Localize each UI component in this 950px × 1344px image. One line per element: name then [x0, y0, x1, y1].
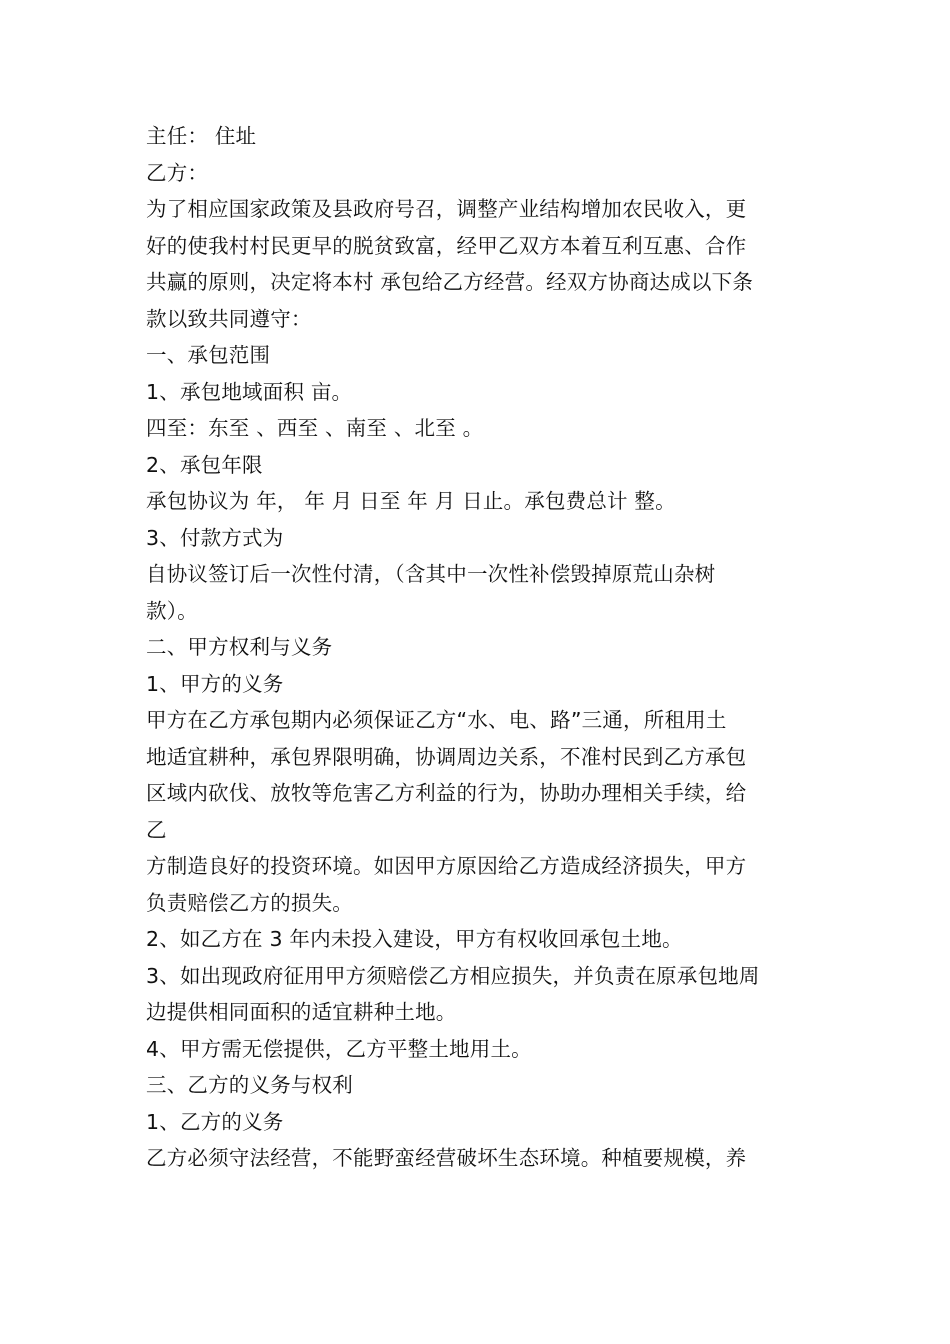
text-line: 2、如乙方在 3 年内未投入建设，甲方有权收回承包土地。: [146, 927, 683, 951]
text-line: 3、如出现政府征用甲方须赔偿乙方相应损失，并负责在原承包地周: [146, 963, 760, 988]
text-line: 1、承包地域面积 亩。: [146, 379, 353, 404]
section-heading: 二、甲方权利与义务: [146, 635, 333, 659]
text-line: 地适宜耕种，承包界限明确，协调周边关系，不准村民到乙方承包: [146, 744, 747, 769]
section-heading: 一、承包范围: [146, 343, 271, 367]
section-heading: 三、乙方的义务与权利: [146, 1073, 353, 1097]
text-line: 4、甲方需无偿提供，乙方平整土地用土。: [146, 1036, 532, 1061]
text-line: 自协议签订后一次性付清，（含其中一次性补偿毁掉原荒山杂树: [146, 562, 716, 586]
text-line: 2、承包年限: [146, 452, 263, 477]
text-line: 负责赔偿乙方的损失。: [146, 890, 353, 915]
text-line: 乙方必须守法经营，不能野蛮经营破坏生态环境。种植要规模，养: [146, 1146, 747, 1170]
text-line: 甲方在乙方承包期内必须保证乙方“水、电、路”三通，所租用土: [146, 708, 727, 732]
text-line: 好的使我村村民更早的脱贫致富，经甲乙双方本着互利互惠、合作: [146, 233, 747, 258]
text-line: 3、付款方式为: [146, 525, 284, 550]
text-line: 款以致共同遵守：: [146, 306, 312, 331]
text-line: 乙: [146, 817, 167, 842]
text-line: 1、乙方的义务: [146, 1109, 284, 1134]
text-line: 为了相应国家政策及县政府号召，调整产业结构增加农民收入，更: [146, 197, 747, 221]
text-line: 边提供相同面积的适宜耕种土地。: [146, 1000, 457, 1024]
contract-text: [146, 118, 810, 1177]
text-line: 款）。: [146, 598, 198, 623]
text-line: 1、甲方的义务: [146, 671, 284, 696]
text-line: 方制造良好的投资环境。如因甲方原因给乙方造成经济损失，甲方: [146, 854, 747, 878]
text-line: 共赢的原则，决定将本村 承包给乙方经营。经双方协商达成以下条: [146, 270, 754, 294]
text-line: 区域内砍伐、放牧等危害乙方利益的行为，协助办理相关手续，给: [146, 781, 747, 805]
text-line: 承包协议为 年， 年 月 日至 年 月 日止。承包费总计 整。: [146, 489, 676, 513]
text-line: 四至：东至 、西至 、南至 、北至 。: [146, 416, 484, 440]
text-line: 主任： 住址: [146, 124, 257, 148]
text-line: 乙方：: [146, 160, 209, 185]
